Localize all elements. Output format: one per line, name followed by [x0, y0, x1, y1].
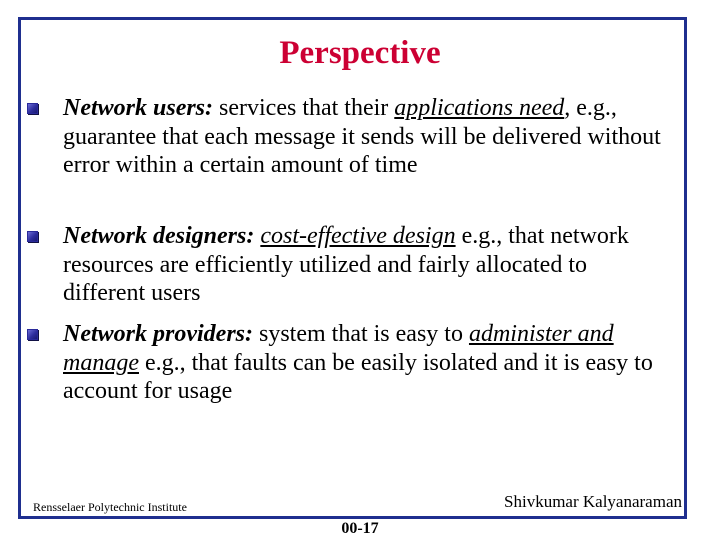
bullet-text — [63, 320, 667, 406]
bullet-network-providers — [27, 320, 667, 406]
bullet-underlined: administer and manage — [63, 321, 614, 376]
bullet-post: e.g., that network resources are efficiently utilized and fairly allocated to different users — [63, 223, 629, 306]
bullet-post: , e.g., guarantee that each message it sends will be delivered without error within a certain amount of time — [63, 95, 661, 178]
square-bullet-icon — [27, 103, 38, 114]
footer-author: Shivkumar Kalyanaraman — [504, 492, 682, 511]
bullet-network-users — [27, 94, 667, 180]
page-number: 00-17 — [341, 520, 379, 537]
bullet-term: Network users: — [63, 95, 214, 121]
square-bullet-icon — [27, 329, 38, 340]
bullet-underlined: applications need — [394, 95, 565, 121]
slide-title: Perspective — [279, 35, 441, 71]
bullet-post: e.g., that faults can be easily isolated and it is easy to account for usage — [63, 349, 653, 404]
bullet-term: Network providers: — [63, 321, 253, 347]
bullet-pre: services that their — [213, 95, 395, 121]
bullet-pre: system that is easy to — [252, 321, 469, 347]
bullet-term: Network designers: — [63, 223, 255, 249]
bullet-text — [63, 94, 667, 180]
square-bullet-icon — [27, 231, 38, 242]
bullet-network-designers — [27, 222, 667, 308]
bullet-underlined: cost-effective design — [260, 223, 456, 249]
footer-institution: Rensselaer Polytechnic Institute — [33, 500, 187, 514]
bullet-text — [63, 222, 667, 308]
